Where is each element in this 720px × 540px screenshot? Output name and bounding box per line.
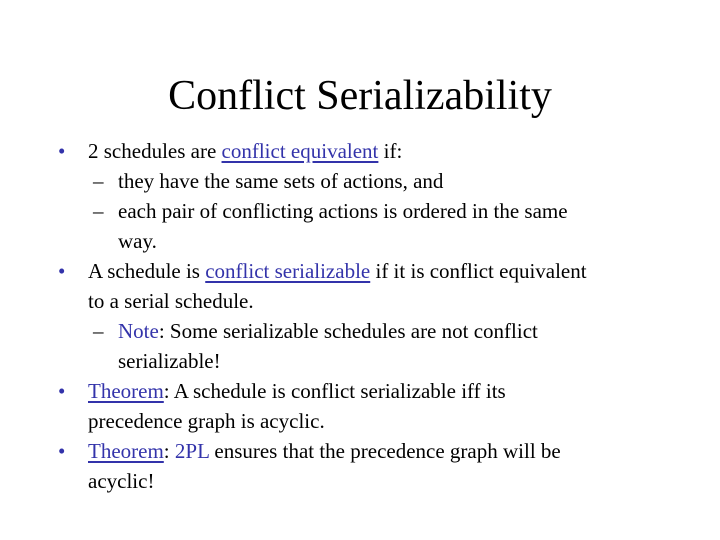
- bullet-2: [58, 256, 678, 286]
- note-label: Note: [118, 319, 159, 343]
- bullet-4: [58, 436, 678, 466]
- sub-bullet-1-1: [58, 166, 678, 196]
- note-text: : Some serializable schedules are not conflict: [158, 319, 538, 343]
- bullet-3-text: : A schedule is conflict serializable iff its: [163, 379, 506, 403]
- slide-body: [58, 136, 678, 496]
- bullet-1: [58, 136, 678, 166]
- sub-bullet-1-2-text: each pair of conflicting actions is ordered in the same: [118, 199, 568, 223]
- dash-marker: –: [93, 169, 104, 193]
- bullet-marker: •: [58, 439, 66, 463]
- term-2pl: 2PL: [174, 439, 210, 463]
- bullet-3-cont: [58, 406, 678, 436]
- bullet-1-post: if:: [378, 139, 403, 163]
- term-conflict-equivalent: conflict equivalent: [221, 139, 379, 163]
- sub-bullet-2-1-cont: [58, 346, 678, 376]
- sub-bullet-1-2-text-cont: way.: [118, 229, 157, 253]
- term-conflict-serializable: conflict serializable: [205, 259, 371, 283]
- bullet-2-pre: A schedule is: [88, 259, 206, 283]
- theorem-label: Theorem: [88, 439, 164, 463]
- sub-bullet-2-1: [58, 316, 678, 346]
- bullet-marker: •: [58, 259, 66, 283]
- bullet-2-post: if it is conflict equivalent: [370, 259, 587, 283]
- bullet-1-pre: 2 schedules are: [88, 139, 222, 163]
- bullet-4-text: ensures that the precedence graph will be: [209, 439, 561, 463]
- theorem-label: Theorem: [88, 379, 164, 403]
- bullet-2-cont: [58, 286, 678, 316]
- bullet-3-text-cont: precedence graph is acyclic.: [88, 409, 325, 433]
- slide-title: Conflict Serializability: [168, 73, 552, 119]
- sub-bullet-1-1-text: they have the same sets of actions, and: [118, 169, 444, 193]
- bullet-4-text-cont: acyclic!: [88, 469, 155, 493]
- bullet-2-line2: to a serial schedule.: [88, 289, 254, 313]
- bullet-marker: •: [58, 139, 66, 163]
- note-text-cont: serializable!: [118, 349, 221, 373]
- bullet-3: [58, 376, 678, 406]
- sub-bullet-1-2-cont: [58, 226, 678, 256]
- dash-marker: –: [93, 319, 104, 343]
- dash-marker: –: [93, 199, 104, 223]
- bullet-4-cont: [58, 466, 678, 496]
- bullet-4-mid: :: [163, 439, 175, 463]
- bullet-marker: •: [58, 379, 66, 403]
- sub-bullet-1-2: [58, 196, 678, 226]
